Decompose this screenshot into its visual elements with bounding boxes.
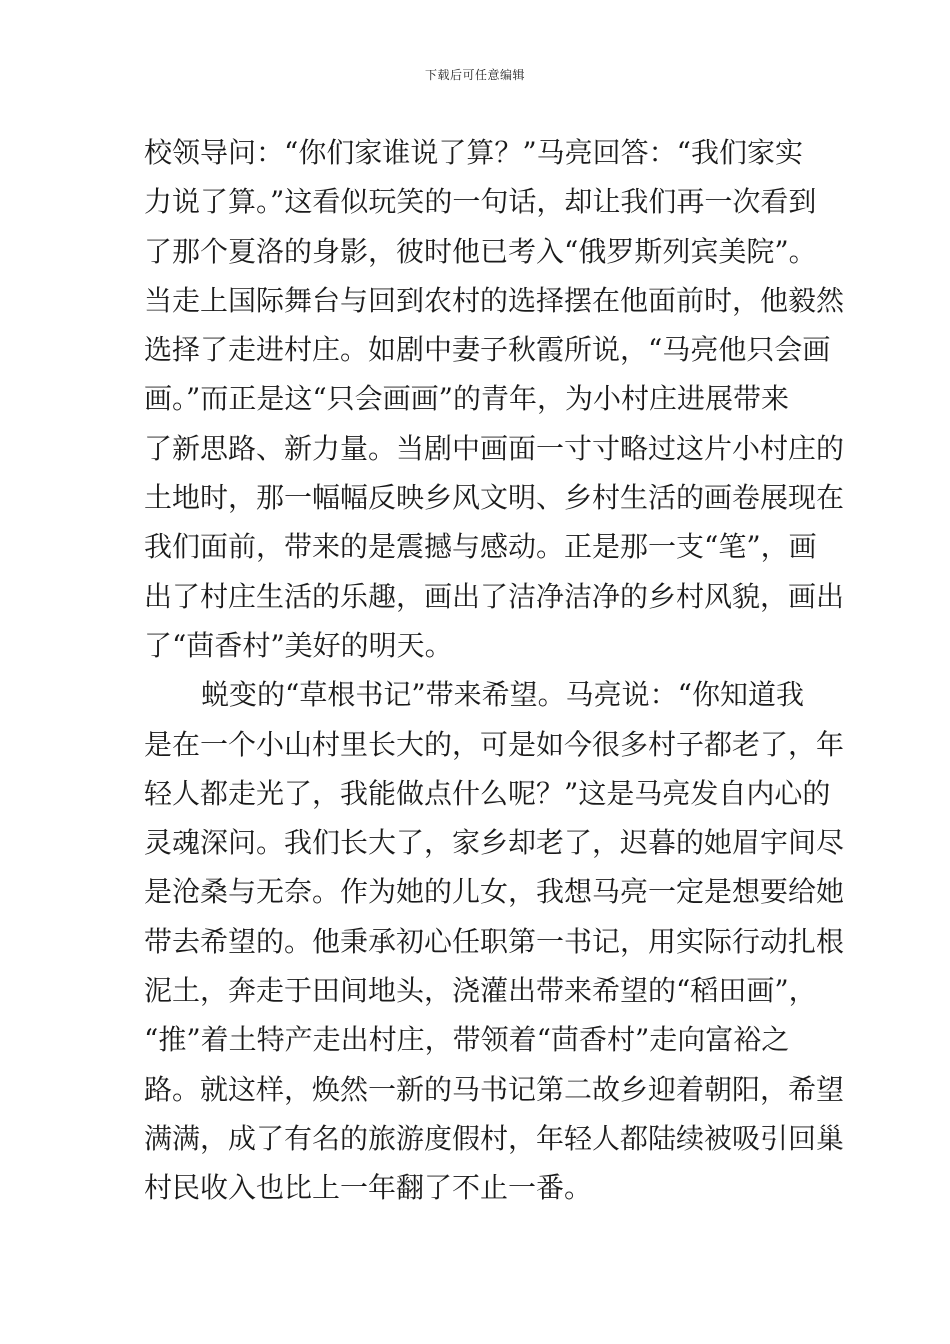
text-line: 泥土，奔走于田间地头，浇灌出带来希望的“稻田画”， bbox=[144, 974, 817, 1008]
text-line: 蜕变的“草根书记”带来希望。马亮说：“你知道我 bbox=[201, 678, 804, 712]
text-line: 是在一个小山村里长大的，可是如今很多村子都老了，年 bbox=[144, 727, 845, 761]
text-line: 校领导问：“你们家谁说了算？”马亮回答：“我们家实 bbox=[144, 136, 803, 169]
text-line: 是沧桑与无奈。作为她的儿女，我想马亮一定是想要给她 bbox=[144, 875, 845, 909]
text-line: 当走上国际舞台与回到农村的选择摆在他面前时，他毅然 bbox=[144, 283, 845, 317]
document-body bbox=[144, 128, 845, 1213]
text-line: 带去希望的。他秉承初心任职第一书记，用实际行动扎根 bbox=[144, 924, 845, 958]
text-line: 力说了算。”这看似玩笑的一句话，却让我们再一次看到 bbox=[144, 185, 817, 219]
text-line: 灵魂深问。我们长大了，家乡却老了，迟暮的她眉宇间尽 bbox=[144, 826, 845, 860]
text-line: 了那个夏洛的身影，彼时他已考入“俄罗斯列宾美院”。 bbox=[144, 234, 817, 268]
text-line: 出了村庄生活的乐趣，画出了洁净洁净的乡村风貌，画出 bbox=[144, 579, 845, 613]
text-line: 选择了走进村庄。如剧中妻子秋霞所说，“马亮他只会画 bbox=[144, 333, 831, 367]
text-line: 土地时，那一幅幅反映乡风文明、乡村生活的画卷展现在 bbox=[144, 481, 845, 515]
paragraph-1 bbox=[144, 128, 845, 670]
text-line: 了“茴香村”美好的明天。 bbox=[144, 628, 453, 662]
text-line: “推”着土特产走出村庄，带领着“茴香村”走向富裕之 bbox=[144, 1023, 790, 1057]
text-line: 画。”而正是这“只会画画”的青年，为小村庄进展带来 bbox=[144, 382, 789, 416]
text-line: 我们面前，带来的是震撼与感动。正是那一支“笔”，画 bbox=[144, 530, 817, 564]
paragraph-2 bbox=[144, 670, 845, 1212]
text-line: 轻人都走光了，我能做点什么呢？”这是马亮发自内心的 bbox=[144, 776, 831, 810]
text-line: 了新思路、新力量。当剧中画面一寸寸略过这片小村庄的 bbox=[144, 431, 845, 465]
text-line: 村民收入也比上一年翻了不止一番。 bbox=[144, 1171, 593, 1205]
page-header: 下载后可任意编辑 bbox=[424, 68, 525, 82]
text-line: 满满，成了有名的旅游度假村，年轻人都陆续被吸引回巢 bbox=[144, 1121, 845, 1155]
text-line: 路。就这样，焕然一新的马书记第二故乡迎着朝阳，希望 bbox=[144, 1072, 845, 1106]
